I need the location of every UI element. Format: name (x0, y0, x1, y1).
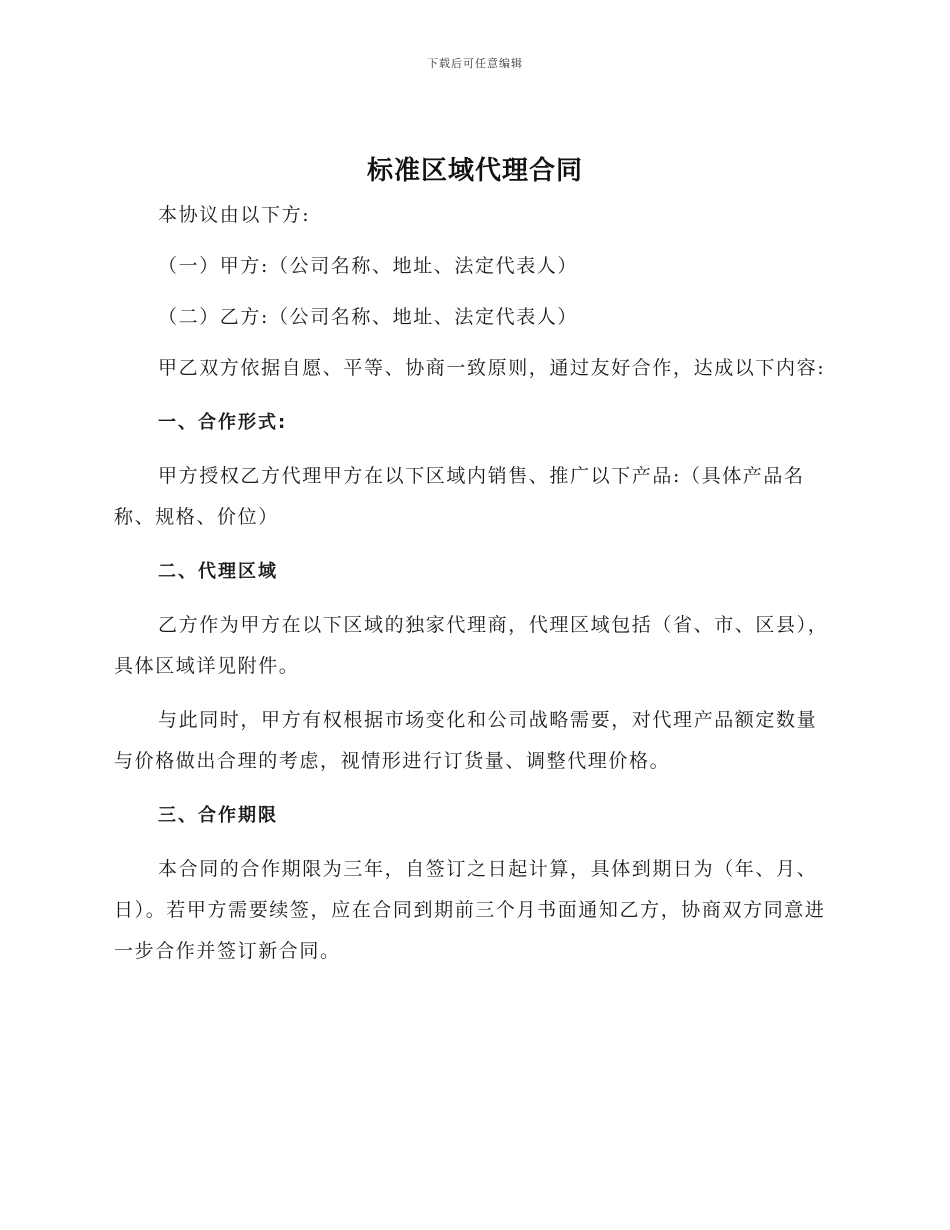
party-a-line: （一）甲方:（公司名称、地址、法定代表人） (158, 255, 579, 277)
document-body (114, 195, 830, 985)
section-paragraph: 乙方作为甲方在以下区域的独家代理商，代理区域包括（省、市、区县），具体区域详见附件。 (114, 614, 829, 677)
section-heading-cooperation-term: 三、合作期限 (158, 805, 278, 826)
preamble-paragraph: 甲乙双方依据自愿、平等、协商一致原则，通过友好合作，达成以下内容: (158, 357, 826, 379)
intro-paragraph: 本协议由以下方: (158, 204, 311, 226)
section-heading-cooperation-form: 一、合作形式: (158, 412, 288, 433)
section-paragraph: 甲方授权乙方代理甲方在以下区域内销售、推广以下产品:（具体产品名称、规格、价位） (114, 465, 805, 528)
document-title: 标准区域代理合同 (366, 156, 583, 186)
party-b-line: （二）乙方:（公司名称、地址、法定代表人） (158, 306, 579, 328)
section-paragraph: 与此同时，甲方有权根据市场变化和公司战略需要，对代理产品额定数量与价格做出合理的考虑，视情形进行订货量、调整代理价格。 (114, 709, 818, 772)
page-header-note: 下载后可任意编辑 (427, 57, 523, 70)
section-paragraph: 本合同的合作期限为三年，自签订之日起计算，具体到期日为（年、月、日）。若甲方需要续签，应在合同到期前三个月书面通知乙方，协商双方同意进一步合作并签订新合同。 (114, 858, 826, 962)
section-heading-agency-region: 二、代理区域 (158, 561, 278, 582)
